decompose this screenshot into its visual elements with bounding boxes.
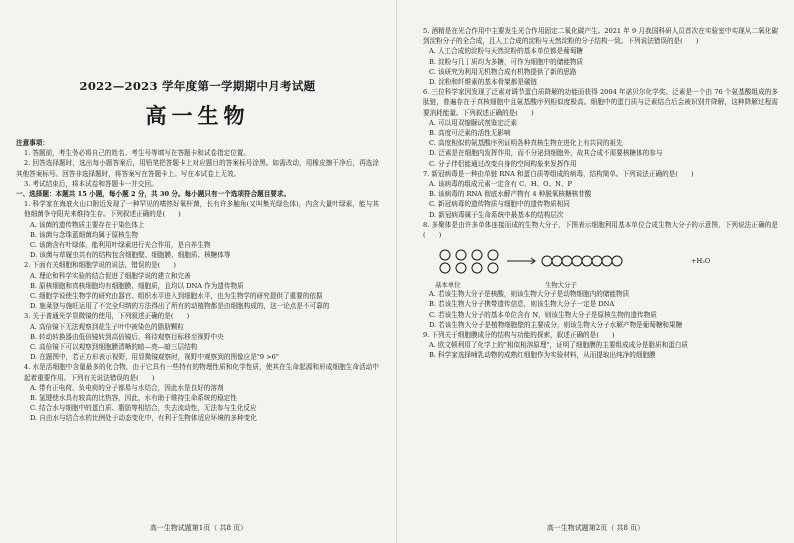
- polymer-circle: [582, 256, 592, 266]
- polymer-diagram-svg: [435, 246, 685, 276]
- answer-option: D. 若该生物大分子是植物细胞壁的主要成分，则该生物大分子水解产物是葡萄糖和果糖: [429, 320, 683, 329]
- answer-option: D. 新冠病毒属于生命系统中最基本的结构层次: [429, 210, 564, 219]
- question-stem: 1. 科学家在海底火山口附近发现了一种罕见的嗜热好氧杆菌，长有许多触角(又叫集光绿色体)，内含大量叶绿素，能与其他细菌争夺阳光来维持生存。下列叙述正确的是( ): [24, 200, 379, 219]
- note-item: 2. 回答选择题时，选出每小题答案后，用铅笔把答题卡上对应题目的答案标号涂黑。如需改动，用橡皮擦干净后，再选涂其他答案标号。回答非选择题时，将答案写在答题卡上。写在本试卷上无效。: [16, 159, 379, 178]
- polymer-label: 生物大分子: [545, 281, 577, 290]
- polymer-circle: [612, 256, 622, 266]
- answer-option: A. 欧文顿利用了化学上的"相似相溶原理"，证明了细胞膜的主要组成成分是脂质和蛋白质: [429, 341, 688, 350]
- monomer-circle: [488, 250, 498, 260]
- answer-option: D. 该菌与草履虫共有的结构包含细胞壁、细胞膜、细胞质、核糖体等: [30, 251, 231, 260]
- answer-option: B. 该病毒的 RNA 彻底水解产物有 4 种脱氧核糖核苷酸: [429, 190, 592, 199]
- answer-option: A. 可以用双缩脲试剂鉴定泛素: [429, 118, 518, 127]
- note-item: 3. 考试结束后，将本试卷和答题卡一并交回。: [24, 179, 158, 188]
- subject-title: 高一生物: [145, 103, 250, 128]
- answer-option: C. 分子伴侣能通过改变自身的空间构象来发挥作用: [429, 159, 577, 168]
- section-heading: 一、选择题：本题共 15 小题，每小题 2 分，共 30 分。每小题只有一个选项符合题目要求。: [16, 190, 291, 199]
- monomer-circle: [472, 250, 482, 260]
- answer-option: B. 氢键使水具有较高的比热容，因此，水有助于维持生命系统的稳定性: [30, 394, 237, 403]
- polymer-circle: [592, 256, 602, 266]
- monomer-polymer-diagram: [435, 244, 778, 278]
- answer-option: D. 淀粉和纤维素的基本骨架都是碳链: [429, 78, 538, 87]
- answer-option: B. 若该生物大分子携带遗传信息，则该生物大分子一定是 DNA: [429, 300, 615, 309]
- answer-option: B. 高度可泛素的活性无影响: [429, 129, 511, 138]
- question-stem: 2. 下面有关细胞和细胞学说的说法，错误的是( ): [24, 261, 176, 270]
- monomer-label: 基本单位: [435, 281, 461, 290]
- answer-option: A. 若该生物大分子是核酸，则该生物大分子是动物细胞内的储能物质: [429, 290, 630, 299]
- answer-option: D. 在题图中，若正方形表示视野，用显微镜观察时，视野中观察到的图像应是"9 >6": [30, 353, 279, 362]
- note-item: 1. 答题前，考生务必将自己的姓名、考生号等填写在答题卡和试卷指定位置。: [24, 149, 250, 158]
- monomer-circle: [472, 263, 482, 273]
- polymer-circle: [602, 256, 612, 266]
- answer-option: C. 该菌含有叶绿体，能利用叶绿素进行光合作用，是自养生物: [30, 241, 211, 250]
- page-footer: 高一生物试题第1页（ 共8 页）: [149, 524, 248, 532]
- right-page: [397, 0, 794, 543]
- question-stem: 4. 水是活细胞中含量最多的化合物，由于它具有一些特有的物理性质和化学性质，使其在生命起源和形成细胞生命活动中起着重要作用。下列有关说法错误的是( ): [24, 363, 379, 382]
- monomer-circle: [440, 250, 450, 260]
- water-label: +H₂O: [691, 257, 711, 266]
- monomer-circle: [456, 250, 466, 260]
- monomer-circle: [488, 263, 498, 273]
- question-stem: 6. 三位科学家因发现了泛素对调节蛋白质降解的功能而获得 2004 年诺贝尔化学奖。泛素是一个由 76 个氨基酸组成的多肽链，普遍存在于真核细胞中且氨基酸序列相似度极高。细胞中的蛋白质与泛素结合后会被识别并降解，这种降解过程需要消耗能量。下列叙述正确的是( ): [423, 88, 778, 117]
- answer-option: B. 转动转换器由低倍镜转到高倍镜后，将待观察目标移至视野中央: [30, 332, 224, 341]
- answer-option: D. 施莱登与施旺运用了不完全归纳的方法得出了所有的动植物都是由细胞构成的，这一论点是不可靠的: [30, 302, 330, 311]
- polymer-circle: [562, 256, 572, 266]
- answer-option: A. 高倍镜下无法观察到花生子叶中被染色的脂肪颗粒: [30, 322, 185, 331]
- diagram-labels: [435, 280, 778, 289]
- polymer-circle: [542, 256, 552, 266]
- question-stem: 8. 多聚体是由许多单体连接而成的生物大分子，下图表示细胞利用基本单位合成生物大分子的示意图，下列说法正确的是( ): [423, 220, 778, 240]
- answer-option: A. 该病毒的组成元素一定含有 C、H、O、N、P: [429, 180, 572, 189]
- notes-heading: 注意事项：: [16, 139, 49, 147]
- answer-option: C. 新冠病毒的遗传物质与细胞中的遗传物质相同: [429, 200, 570, 209]
- answer-option: B. 科学家选择哺乳动物的成熟红细胞作为实验材料，从而提取出纯净的细胞膜: [429, 351, 656, 360]
- answer-option: C. 高倍镜下可以观察到细胞膜清晰的暗—亮—暗三层结构: [30, 343, 198, 352]
- answer-option: C. 高度相似的氨基酸序列证明各种真核生物在进化上有共同的祖先: [429, 139, 623, 148]
- answer-option: A. 理论和科学实验的结合促进了细胞学说的建立和完善: [30, 271, 191, 280]
- polymer-circle: [552, 256, 562, 266]
- answer-option: A. 该菌的遗传物质主要存在于染色体上: [30, 220, 145, 229]
- question-stem: 3. 关于普通光学显微镜的使用，下列叙述正确的是( ): [24, 312, 190, 321]
- polymer-circle: [572, 256, 582, 266]
- monomer-circle: [440, 263, 450, 273]
- answer-option: C. 细胞学说使生物学的研究由器官、组织水平进入到细胞水平，也为生物学的研究提供了重要的依据: [30, 292, 323, 301]
- answer-option: C. 结合水与细胞中的蛋白质、脂肪等相结合，失去流动性，无法参与生化反应: [30, 404, 257, 413]
- question-stem: 5. 酒精是在光合作用中主要发生光合作用固定二氧化碳产生。2021 年 9 月我国科研人员首次在实验室中实现从二氧化碳到淀粉分子的全合成，且人工合成的淀粉与天然淀粉的分子结构一致。下列说法错误的是( ): [423, 27, 778, 46]
- answer-option: D. 自由水与结合水的比例处于动态变化中，有利于生物体适应环境的多种变化: [30, 414, 257, 423]
- question-stem: 7. 新冠病毒是一种由单链 RNA 和蛋白质等组成的病毒，结构简单。下列说法正确的是( ): [423, 169, 694, 178]
- exam-title: 2022—2023 学年度第一学期期中月考试题: [79, 79, 316, 93]
- answer-option: B. 原核细胞和真核细胞均有细胞膜、细胞质，且均以 DNA 作为遗传物质: [30, 281, 244, 290]
- answer-option: A. 带有正电荷、负电荷的分子都易与水结合，因此水是良好的溶剂: [30, 383, 224, 392]
- question-stem: 9. 下列关于细胞膜成分的结构与功能的探索，叙述正确的是( ): [423, 331, 615, 340]
- answer-option: B. 淀粉与几丁质均为多糖，可作为细胞中的储能物质: [429, 57, 584, 66]
- monomer-circle: [456, 263, 466, 273]
- page-footer: 高一生物试题第2页（ 共8 页）: [546, 524, 645, 532]
- answer-option: D. 泛素是在细胞内发挥作用，而不分泌到细胞外，故其合成不需要核糖体的参与: [429, 149, 663, 158]
- answer-option: A. 人工合成的淀粉与天然淀粉的基本单位都是葡萄糖: [429, 47, 584, 56]
- answer-option: C. 该研究为利用无机物合成有机物提供了新的思路: [429, 67, 577, 76]
- answer-option: C. 若该生物大分子的基本单位含有 N，则该生物大分子是原核生物的遗传物质: [429, 310, 657, 319]
- answer-option: B. 该菌与念珠蓝细菌均属于原核生物: [30, 230, 138, 239]
